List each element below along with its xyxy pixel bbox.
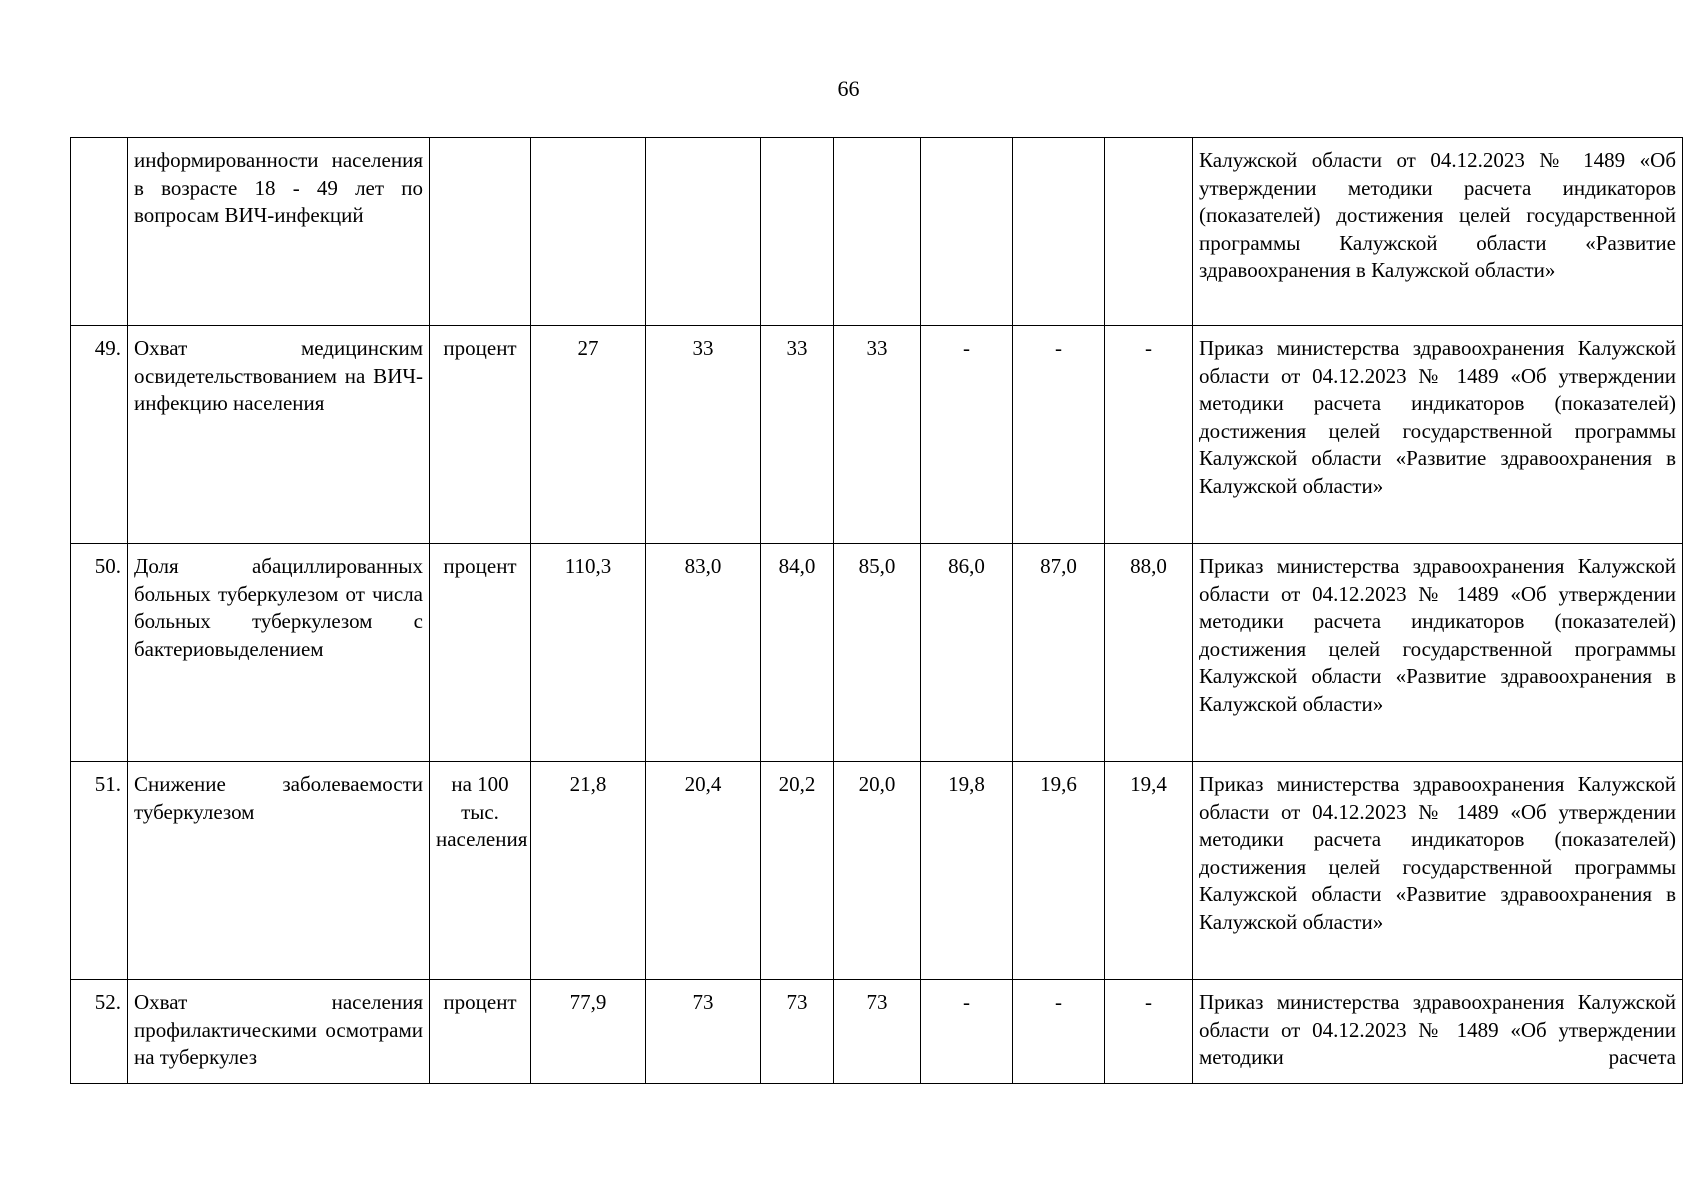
page-number: 66 xyxy=(837,76,860,101)
row-number: 51. xyxy=(71,762,128,980)
row-number xyxy=(71,138,128,326)
source-document: Калужской области от 04.12.2023 № 1489 «Об утверждении методики расчета индикаторов (показателей) достижения целей государственной программы Калужской области «Развитие здравоохранения в Калужской области» xyxy=(1193,138,1683,326)
value-cell: 19,4 xyxy=(1105,762,1193,980)
value-cell: 20,0 xyxy=(834,762,921,980)
value-cell xyxy=(646,138,761,326)
value-cell xyxy=(1013,138,1105,326)
value-cell: - xyxy=(1013,980,1105,1084)
source-document: Приказ министерства здравоохранения Калужской области от 04.12.2023 № 1489 «Об утверждении методики расчета индикаторов (показателей) достижения целей государственной программы Калужской области «Развитие здравоохранения в Калужской области» xyxy=(1193,544,1683,762)
value-cell: 21,8 xyxy=(531,762,646,980)
row-number: 50. xyxy=(71,544,128,762)
value-cell: 86,0 xyxy=(921,544,1013,762)
source-document: Приказ министерства здравоохранения Калужской области от 04.12.2023 № 1489 «Об утверждении методики расчета индикаторов (показателей) достижения целей государственной программы Калужской области «Развитие здравоохранения в Калужской области» xyxy=(1193,326,1683,544)
indicator-name: Снижение заболеваемости туберкулезом xyxy=(128,762,430,980)
value-cell: 84,0 xyxy=(761,544,834,762)
table-row xyxy=(71,544,1683,762)
unit-of-measure: процент xyxy=(430,980,531,1084)
table-body xyxy=(71,138,1683,1084)
table-row xyxy=(71,980,1683,1084)
indicator-name: Охват медицинским освидетельствованием на ВИЧ-инфекцию населения xyxy=(128,326,430,544)
row-number: 52. xyxy=(71,980,128,1084)
value-cell: 73 xyxy=(646,980,761,1084)
value-cell: 19,8 xyxy=(921,762,1013,980)
indicator-name: Доля абациллированных больных туберкулезом от числа больных туберкулезом с бактериовыделением xyxy=(128,544,430,762)
value-cell: 83,0 xyxy=(646,544,761,762)
source-document: Приказ министерства здравоохранения Калужской области от 04.12.2023 № 1489 «Об утверждении методики расчета xyxy=(1193,980,1683,1084)
unit-of-measure: процент xyxy=(430,326,531,544)
indicator-name: Охват населения профилактическими осмотрами на туберкулез xyxy=(128,980,430,1084)
value-cell xyxy=(834,138,921,326)
value-cell: 110,3 xyxy=(531,544,646,762)
value-cell xyxy=(761,138,834,326)
value-cell: 88,0 xyxy=(1105,544,1193,762)
value-cell: 87,0 xyxy=(1013,544,1105,762)
value-cell: 19,6 xyxy=(1013,762,1105,980)
value-cell xyxy=(921,138,1013,326)
value-cell: 73 xyxy=(834,980,921,1084)
value-cell: 27 xyxy=(531,326,646,544)
unit-of-measure: процент xyxy=(430,544,531,762)
value-cell: 73 xyxy=(761,980,834,1084)
unit-of-measure: на 100 тыс. населения xyxy=(430,762,531,980)
value-cell: 33 xyxy=(834,326,921,544)
value-cell: 77,9 xyxy=(531,980,646,1084)
value-cell xyxy=(1105,138,1193,326)
indicator-name: информированности населения в возрасте 18 - 49 лет по вопросам ВИЧ-инфекций xyxy=(128,138,430,326)
row-number: 49. xyxy=(71,326,128,544)
value-cell: 33 xyxy=(646,326,761,544)
table-row xyxy=(71,762,1683,980)
value-cell xyxy=(531,138,646,326)
value-cell: - xyxy=(921,326,1013,544)
value-cell: 33 xyxy=(761,326,834,544)
table-row xyxy=(71,326,1683,544)
value-cell: - xyxy=(1013,326,1105,544)
source-document: Приказ министерства здравоохранения Калужской области от 04.12.2023 № 1489 «Об утверждении методики расчета индикаторов (показателей) достижения целей государственной программы Калужской области «Развитие здравоохранения в Калужской области» xyxy=(1193,762,1683,980)
value-cell: - xyxy=(921,980,1013,1084)
value-cell: 85,0 xyxy=(834,544,921,762)
table-row xyxy=(71,138,1683,326)
value-cell: - xyxy=(1105,980,1193,1084)
indicators-table xyxy=(70,137,1683,1084)
value-cell: - xyxy=(1105,326,1193,544)
unit-of-measure xyxy=(430,138,531,326)
value-cell: 20,2 xyxy=(761,762,834,980)
value-cell: 20,4 xyxy=(646,762,761,980)
